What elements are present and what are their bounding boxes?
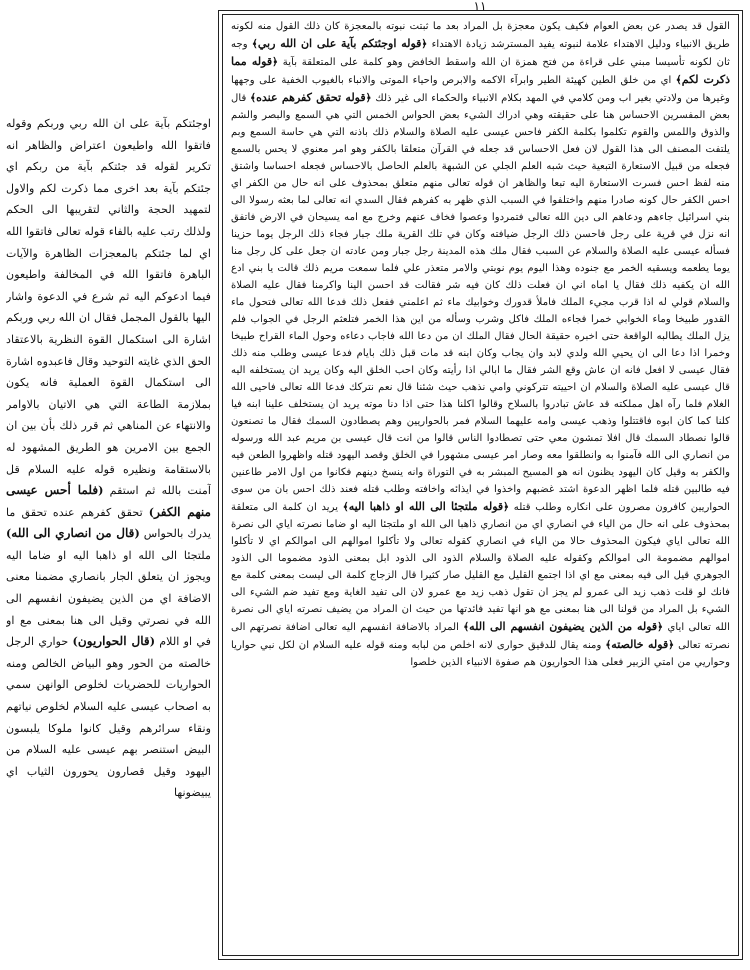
lemma-heading: فلما أحس عيسى منهم الكفر bbox=[6, 483, 211, 519]
ornament-bracket: ﴾ bbox=[675, 74, 682, 86]
lemma-heading: قوله مما ذكرت لكم bbox=[231, 55, 731, 86]
text-run: ومنه يقال للدقيق حوارى لانه اخلص من لبابه ومنه قوله عليه السلام ان لكل نبي حواريا وحواريي من امتي الزبير فعلى هذا الحواريون هم صفوة الانبياء الذين خلصوا bbox=[231, 640, 730, 668]
ornament-bracket: ﴾ bbox=[250, 92, 257, 104]
ornament-bracket: ( bbox=[98, 483, 104, 498]
ornament-bracket: ﴿ bbox=[668, 639, 675, 651]
ornament-bracket: ﴿ bbox=[272, 56, 279, 68]
commentary-frame-inner bbox=[222, 14, 739, 956]
text-run: يريد ان كلمة الى متعلقة بمحذوف على انه حال من الياء في انصاري اي من انصاري ذاهبا الى الله او ملتجئا اليه او ضاما نصرته اياي الى نصرة الله تعالى اياي فيكون المحذوف حالا من الياء في انصاري كقوله تعالى ولا تأكلوا اموالهم الى اموالكم اي لا تأكلوا اموالهم مضمومة الى اموالكم وكقوله عليه الصلاة والسلام الذود الى الذود ابل بمعنى الذود مضموما الى الذود الجوهري قيل الى فيه بمعنى مع اي اذا اجتمع القليل مع القليل صار كثيرا قال الزجاج كلمة الى ليست بمعنى كلمة مع فانك لو قلت ذهب زيد الى عمرو لم يجز ان تقول ذهب زيد مع عمرو لان الى تفيد الغاية ومع تفيد ضم الشيء الى الشيء بل المراد من قولنا الى هنا بمعنى مع هو انها تفيد فائدتها من حيث ان المراد من يضيف نصرته اياي الى نصرة الله تعالى اياي bbox=[231, 502, 730, 633]
ornament-bracket: ﴿ bbox=[421, 38, 428, 50]
text-run: ملتجئا الى الله او ذاهبا اليه او ضاما اليه ويجوز ان يتعلق الجار بانصاري مضمنا معنى الاضافة اي من الذين يضيفون انفسهم الى الله في نصرتي وقيل الى هنا بمعنى مع او في او اللام bbox=[6, 548, 211, 649]
ornament-bracket: ﴿ bbox=[365, 92, 372, 104]
ornament-bracket: ﴾ bbox=[251, 38, 258, 50]
lemma-heading: قوله اوجئتكم بآية على ان الله ربي bbox=[257, 37, 422, 50]
ornament-bracket: ) bbox=[148, 504, 155, 519]
lemma-heading: قوله خالصته bbox=[611, 638, 669, 651]
ornament-bracket: ) bbox=[6, 526, 12, 541]
lemma-heading: قال من انصاري الى الله bbox=[11, 526, 135, 541]
text-run: حواري الرجل خالصته من الحور وهو البياض الخالص ومنه الحواريات للحضريات لخلوص الوانهن سمي به اصحاب عيسى عليه السلام لخلوص نياتهم ونقاء سرائرهم وقيل كانوا ملوكا يلبسون البيض استنصر بهم عيسى عليه السلام من اليهود وقيل قصارون يحورون الثياب اي يبيضونها bbox=[6, 635, 211, 800]
lemma-heading: قوله ملتجئا الى الله او ذاهبا اليه bbox=[348, 500, 504, 513]
text-run: وجه ثان لكونه تأسيسا مبني على قراءة من فتح همزة ان الله واسقط الخافض وهو كلمة على المتعلقة بآية bbox=[231, 39, 730, 68]
ornament-bracket: ﴿ bbox=[657, 621, 664, 633]
commentary-frame bbox=[218, 10, 743, 960]
ornament-bracket: ﴾ bbox=[342, 501, 349, 513]
commentary-text bbox=[231, 18, 730, 671]
text-run: تحقق كفرهم عنده تحقق ما يدرك بالحواس bbox=[6, 505, 211, 541]
page-number: ١١ bbox=[473, 0, 487, 13]
ornament-bracket: ) bbox=[72, 634, 78, 649]
ornament-bracket: ﴾ bbox=[605, 639, 612, 651]
ornament-bracket: ﴾ bbox=[463, 621, 470, 633]
margin-column bbox=[6, 113, 211, 873]
lemma-heading: قوله من الذين يضيفون انفسهم الى الله bbox=[469, 620, 658, 633]
lemma-heading: قوله تحقق كفرهم عنده bbox=[256, 91, 366, 104]
ornament-bracket: ( bbox=[134, 526, 140, 541]
text-run: اي من خلق الطين كهيئة الطير وابرآء الاكمه والابرص واحياء الموتى والانباء بالغيوب الخفية على وجهها وغيرها من ولادتي بغير اب ومن كلامي في المهد بكلام الانبياء والحكماء الى غير ذلك bbox=[231, 75, 730, 104]
margin-text bbox=[6, 113, 211, 804]
ornament-bracket: ﴿ bbox=[503, 501, 510, 513]
ornament-bracket: ( bbox=[149, 634, 155, 649]
text-run: اوجئتكم بآية على ان الله ربي وربكم وقوله فاتقوا الله واطيعون اعتراض والظاهر انه تكرير لقوله قد جئتكم بآية من ربكم اي جئتكم بآية بعد اخرى مما ذكرت لكم والاول لتمهيد الحجة والثاني لتقريبها الى الحكم ولذلك رتب عليه بالفاء قوله تعالى فاتقوا الله اي لما جئتكم بالمعجزات الظاهرة والآيات الباهرة فاتقوا الله في المخالفة واطيعون فيما ادعوكم اليه ثم شرع في الدعوة واشار اليها بالقول المجمل فقال ان الله ربي وربكم اشارة الى استكمال القوة النظرية بالاعتقاد الحق الذي غايته التوحيد وقال فاعبدوه اشارة الى استكمال القوة العملية فانه يكون بملازمة الطاعة التي هي الاتيان بالاوامر والانتهاء عن المناهي ثم قرر ذلك بأن بين ان الجمع بين الامرين هو الطريق المشهود له بالاستقامة ونظيره قوله عليه السلام قل آمنت بالله ثم استقم bbox=[6, 117, 211, 498]
text-run: القول قد يصدر عن بعض العوام فكيف يكون معجزة بل المراد بعد ما ثبتت نبوته بالمعجزة كان ذلك القول منه لكونه طريق الانبياء ودليل الاهتداء علامة لنبوته يفيد المسترشد زيادة الاهتداء bbox=[231, 21, 730, 50]
text-run: المراد بالاضافة انفسهم اليه تعالى اضافة نصرتهم الى نصرته تعالى bbox=[231, 622, 730, 651]
lemma-heading: قال الحواريون bbox=[77, 634, 150, 649]
text-run: قال بعض المفسرين الاحساس هنا على حقيقته وهي ادراك الشيء بعض الحواس الخمس التي هي السمع والبصر والشم والذوق واللمس والقوم تكلموا بكلمة الكفر فاحس عيسى عليه الصلاة والسلام ذلك باذنه التي هي حاسة السمع وبم يلتفت المصنف الى هذا القول لان فعل الاحساس قد جعله في القرآن متعلقا بالكفر وهو امر معنوي لا يحس بالسمع فجعله من قبيل الاستعارة التبعية حيث شبه العلم الجلي عن الشبهة بالعلم الحاصل بالاحساس فجعله احساسا واشتق منه لفظ احس فسرت الاستعارة اليه تبعا والظاهر ان قوله تعالى منهم متعلق بمحذوف على انه حال من الكفر اي احس الكفر حال كونه صادرا منهم واختلفوا في السبب الذي ظهر به كفرهم فقال السدي انه تعالى لما بعثه رسولا الى بني اسرائيل جاءهم ودعاهم الى دين الله تعالى فتمردوا وعصوا فخاف عنهم وخرج مع امه يسيحان في الارض فاتفق انه نزل في قرية على رجل فاحسن ذلك الرجل ضيافته وكان في تلك القرية ملك جبار فجاء ذلك الرجل يوما حزينا فسأله عيسى عليه الصلاة والسلام عن السبب فقال ملك هذه المدينة رجل جبار ومن عادته ان جعل على كل رجل منا يوما يطعمه ويسقيه الخمر مع جنوده وهذا اليوم يوم نوبتي والامر متعذر علي فلما سمعت مريم ذلك قالت يا بني ادع الله ان يكفيه ذلك فقال يا اماه اني ان فعلت ذلك كان فيه شر فقالت قد احسن الينا واكرمنا فقال عليه الصلاة والسلام قولي له اذا قرب مجيء الملك فاملأ قدورك وخوابيك ماء ثم اعلمني ففعل ذلك فدعا الله تعالى فتحول ماء القدور طبيخا وماء الخوابي خمرا فجاءه الملك فاكل وشرب وسأله من اين هذا الخمر فتلعثم الرجل في الجواب فلم يزل الملك يطالبه الواقعة حتى اخبره حقيقة الحال فقال الملك ان من دعا الله فاجاب دعاءه وحول الماء القراح طبيخا وخمرا اذا دعا الى ان يحيي الله ولدي لابد وان يجاب وكان ابنه قد مات قبل ذلك بايام فدعا عيسى وطلب منه ذلك فقال عيسى لا افعل فانه ان عاش وقع الشر فقال ما ابالي اذا رأيته وكان احب الخلق اليه وكان يريد ان يستخلفه اليه قال عيسى عليه الصلاة والسلام ان احييته تتركوني وامي نذهب حيث شئنا قال نعم نتركك فدعا الله تعالى فاحيى الله الغلام فلما رآه اهل مملكته قد عاش تبادروا بالسلاح وقالوا اكلنا هذا حتى اذا دنا موته يريد ان يستخلف علينا ابنه فيا كلنا كما كان ابوه فاقتتلوا وذهب عيسى وامه عليهما السلام فمر بالحواريين وهم يصطادون السمك فقال ما تصنعون قالوا نصطاد السمك قال افلا تمشون معي حتى تصطادوا الناس قالوا من انت قال عيسى بن مريم عبد الله ورسوله من انصاري الى الله فآمنوا به وانطلقوا معه وصار امر عيسى مشهورا في الخلق وقصد اليهود قتله واظهروا الطعن فيه والكفر به وقيل كان اليهود يظنون انه هو المسيح المبشر به في التوراة وانه ينسخ دينهم فكانوا من اول الامر طاعنين فيه طالبين قتله فلما اظهر الدعوة اشتد غضبهم واخذوا في ايذائه واخافته وطلب قتله فعند ذلك احس بان من سوى الحواريين كافرون مصرون على انكاره وطلب قتله bbox=[231, 93, 730, 513]
